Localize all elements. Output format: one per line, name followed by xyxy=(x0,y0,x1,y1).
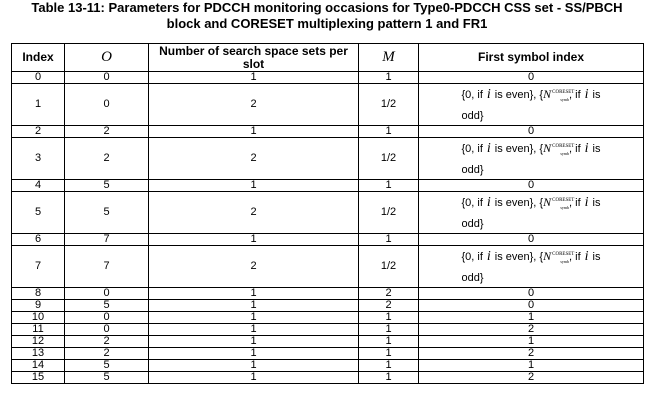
header-o: O xyxy=(65,44,149,72)
formula-n-subscript: symb xyxy=(560,151,570,156)
formula-variable-i: i xyxy=(486,141,491,156)
table-row xyxy=(12,288,644,300)
table-row xyxy=(12,246,644,288)
cell-m: 1 xyxy=(359,312,419,324)
cell-o: 5 xyxy=(65,300,149,312)
cell-o: 2 xyxy=(65,336,149,348)
formula-n-superscript: CORESET xyxy=(552,144,575,149)
formula-text: odd} xyxy=(461,110,484,122)
cell-index: 1 xyxy=(12,84,65,126)
cell-num-search-space-sets: 2 xyxy=(149,84,359,126)
cell-num-search-space-sets: 1 xyxy=(149,300,359,312)
cell-m: 1 xyxy=(359,126,419,138)
cell-first-symbol-index xyxy=(419,192,644,234)
cell-o: 0 xyxy=(65,312,149,324)
cell-num-search-space-sets: 2 xyxy=(149,192,359,234)
cell-num-search-space-sets: 1 xyxy=(149,288,359,300)
cell-first-symbol-index: 1 xyxy=(419,336,644,348)
cell-num-search-space-sets: 1 xyxy=(149,72,359,84)
formula-variable-i: i xyxy=(584,249,589,264)
formula-n-subscript: symb xyxy=(560,205,570,210)
table-row xyxy=(12,312,644,324)
cell-m: 1 xyxy=(359,180,419,192)
cell-index: 14 xyxy=(12,360,65,372)
caption-line-1: Table 13-11: Parameters for PDCCH monitoring occasions for Type0-PDCCH CSS set - SS/PBCH xyxy=(31,0,623,15)
formula-text: {0, if xyxy=(461,197,483,209)
cell-index: 5 xyxy=(12,192,65,234)
caption-line-2: block and CORESET multiplexing pattern 1 and FR1 xyxy=(166,16,488,31)
cell-num-search-space-sets: 1 xyxy=(149,348,359,360)
cell-index: 8 xyxy=(12,288,65,300)
cell-index: 10 xyxy=(12,312,65,324)
cell-first-symbol-index: 0 xyxy=(419,234,644,246)
table-row xyxy=(12,372,644,384)
cell-index: 15 xyxy=(12,372,65,384)
first-symbol-formula xyxy=(461,246,600,287)
cell-first-symbol-index: 0 xyxy=(419,180,644,192)
cell-first-symbol-index: 2 xyxy=(419,324,644,336)
cell-o: 0 xyxy=(65,84,149,126)
formula-n-superscript: CORESET xyxy=(552,198,575,203)
cell-o: 5 xyxy=(65,360,149,372)
table-row xyxy=(12,234,644,246)
cell-o: 0 xyxy=(65,324,149,336)
table-row xyxy=(12,72,644,84)
cell-num-search-space-sets: 1 xyxy=(149,180,359,192)
formula-n-superscript: CORESET xyxy=(552,252,575,257)
cell-index: 2 xyxy=(12,126,65,138)
cell-num-search-space-sets: 2 xyxy=(149,246,359,288)
cell-num-search-space-sets: 1 xyxy=(149,234,359,246)
cell-m: 1 xyxy=(359,372,419,384)
table-row xyxy=(12,138,644,180)
table-row xyxy=(12,192,644,234)
first-symbol-formula xyxy=(461,138,600,179)
table-body xyxy=(12,72,644,384)
formula-text: {0, if xyxy=(461,89,483,101)
formula-text: odd} xyxy=(461,164,484,176)
cell-m: 1 xyxy=(359,360,419,372)
table-row xyxy=(12,180,644,192)
cell-index: 7 xyxy=(12,246,65,288)
formula-text: , if xyxy=(569,89,581,101)
formula-text: odd} xyxy=(461,218,484,230)
formula-text: odd} xyxy=(461,272,484,284)
cell-m: 1 xyxy=(359,234,419,246)
cell-o: 2 xyxy=(65,138,149,180)
formula-text: , if xyxy=(569,197,581,209)
cell-o: 0 xyxy=(65,72,149,84)
formula-variable-i: i xyxy=(486,195,491,210)
cell-first-symbol-index xyxy=(419,138,644,180)
cell-m: 2 xyxy=(359,300,419,312)
header-first-symbol-index: First symbol index xyxy=(419,44,644,72)
cell-first-symbol-index: 1 xyxy=(419,312,644,324)
cell-index: 6 xyxy=(12,234,65,246)
header-m: M xyxy=(359,44,419,72)
cell-first-symbol-index: 0 xyxy=(419,126,644,138)
formula-text: {0, if xyxy=(461,251,483,263)
formula-text: is xyxy=(592,143,601,155)
parameters-table xyxy=(11,43,644,384)
cell-num-search-space-sets: 2 xyxy=(149,138,359,180)
cell-num-search-space-sets: 1 xyxy=(149,126,359,138)
formula-n: N xyxy=(543,141,552,155)
formula-text: is xyxy=(592,197,601,209)
formula-text: is xyxy=(592,89,601,101)
cell-first-symbol-index xyxy=(419,246,644,288)
cell-m: 1 xyxy=(359,324,419,336)
header-num-search-space-sets: Number of search space sets per slot xyxy=(149,44,359,72)
cell-o: 2 xyxy=(65,126,149,138)
cell-o: 5 xyxy=(65,180,149,192)
cell-index: 9 xyxy=(12,300,65,312)
cell-m: 2 xyxy=(359,288,419,300)
cell-index: 12 xyxy=(12,336,65,348)
first-symbol-formula xyxy=(461,84,600,125)
cell-m: 1/2 xyxy=(359,84,419,126)
formula-text: is even}, { xyxy=(494,197,544,209)
formula-text: is even}, { xyxy=(494,143,544,155)
cell-first-symbol-index: 2 xyxy=(419,348,644,360)
header-row xyxy=(12,44,644,72)
formula-text: is even}, { xyxy=(494,251,544,263)
table-row xyxy=(12,336,644,348)
table-row xyxy=(12,324,644,336)
formula-n: N xyxy=(543,195,552,209)
cell-num-search-space-sets: 1 xyxy=(149,324,359,336)
first-symbol-formula xyxy=(461,192,600,233)
cell-index: 13 xyxy=(12,348,65,360)
cell-first-symbol-index: 0 xyxy=(419,288,644,300)
formula-text: is xyxy=(592,251,601,263)
cell-first-symbol-index xyxy=(419,84,644,126)
formula-text: is even}, { xyxy=(494,89,544,101)
formula-n-subscript: symb xyxy=(560,97,570,102)
cell-m: 1/2 xyxy=(359,138,419,180)
table-row xyxy=(12,126,644,138)
table-row xyxy=(12,84,644,126)
formula-n-subscript: symb xyxy=(560,259,570,264)
formula-variable-i: i xyxy=(486,87,491,102)
cell-first-symbol-index: 0 xyxy=(419,300,644,312)
cell-m: 1/2 xyxy=(359,192,419,234)
cell-o: 5 xyxy=(65,372,149,384)
formula-n: N xyxy=(543,87,552,101)
cell-first-symbol-index: 2 xyxy=(419,372,644,384)
cell-index: 4 xyxy=(12,180,65,192)
cell-index: 11 xyxy=(12,324,65,336)
cell-m: 1/2 xyxy=(359,246,419,288)
header-index: Index xyxy=(12,44,65,72)
cell-o: 0 xyxy=(65,288,149,300)
cell-first-symbol-index: 1 xyxy=(419,360,644,372)
cell-m: 1 xyxy=(359,348,419,360)
cell-o: 7 xyxy=(65,246,149,288)
cell-o: 7 xyxy=(65,234,149,246)
cell-num-search-space-sets: 1 xyxy=(149,360,359,372)
cell-num-search-space-sets: 1 xyxy=(149,312,359,324)
cell-o: 5 xyxy=(65,192,149,234)
table-row xyxy=(12,348,644,360)
formula-n-superscript: CORESET xyxy=(552,90,575,95)
table-caption xyxy=(0,0,654,32)
cell-m: 1 xyxy=(359,336,419,348)
formula-variable-i: i xyxy=(584,87,589,102)
cell-first-symbol-index: 0 xyxy=(419,72,644,84)
formula-text: , if xyxy=(569,251,581,263)
cell-index: 3 xyxy=(12,138,65,180)
formula-text: {0, if xyxy=(461,143,483,155)
cell-index: 0 xyxy=(12,72,65,84)
formula-text: , if xyxy=(569,143,581,155)
cell-num-search-space-sets: 1 xyxy=(149,372,359,384)
cell-o: 2 xyxy=(65,348,149,360)
cell-num-search-space-sets: 1 xyxy=(149,336,359,348)
table-row xyxy=(12,360,644,372)
formula-variable-i: i xyxy=(584,195,589,210)
formula-n: N xyxy=(543,249,552,263)
table-row xyxy=(12,300,644,312)
formula-variable-i: i xyxy=(486,249,491,264)
formula-variable-i: i xyxy=(584,141,589,156)
cell-m: 1 xyxy=(359,72,419,84)
